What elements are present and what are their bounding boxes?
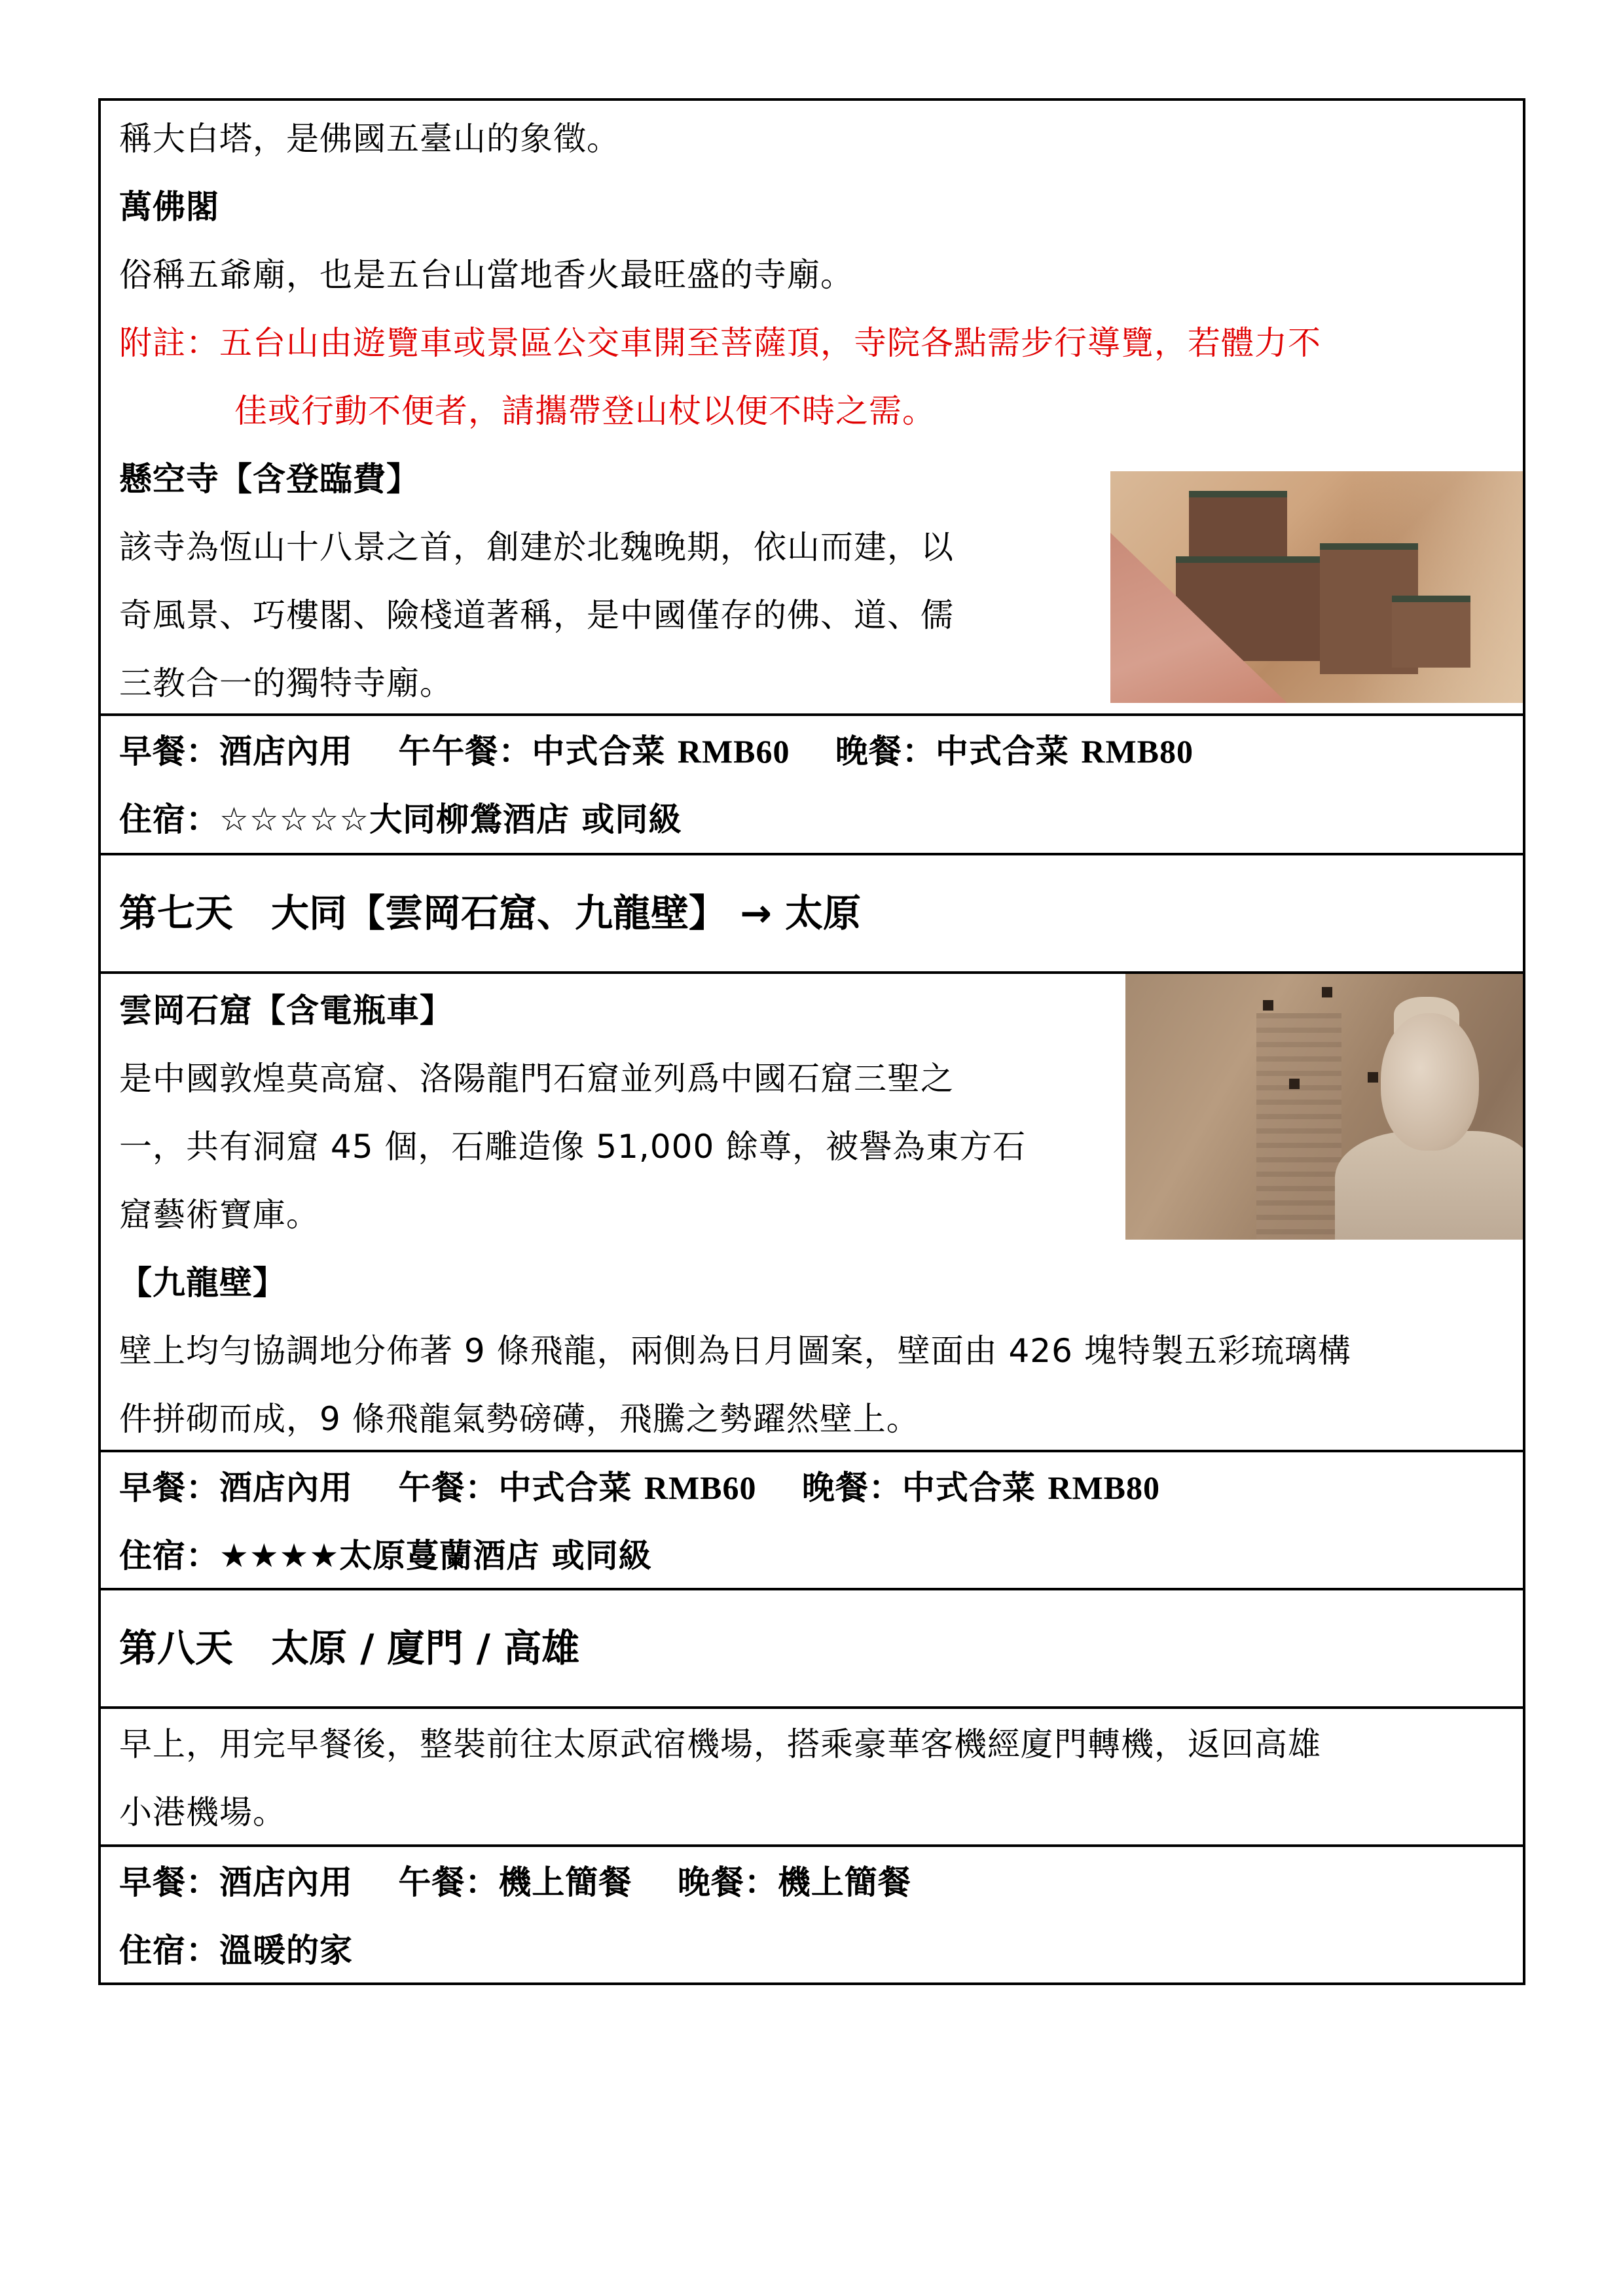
day7-meals-line [119, 1454, 1523, 1522]
day7-body-cell [101, 974, 1523, 1452]
hanging-temple-desc-3: 三教合一的獨特寺廟。 [119, 664, 453, 702]
rock-carving-texture [1256, 1013, 1341, 1240]
hanging-temple-desc-2: 奇風景、巧樓閣、險棧道著稱，是中國僅存的佛、道、儒 [119, 596, 954, 634]
rock-niche [1263, 1000, 1273, 1011]
white-pagoda-desc: 稱大白塔，是佛國五臺山的象徵。 [119, 120, 620, 158]
rock-niche [1368, 1072, 1378, 1083]
hotel-name: 大同柳鶯酒店 [369, 800, 570, 838]
lunch-value: 中式合菜 [532, 732, 666, 770]
day8-hotel-line [119, 1916, 1523, 1984]
lunch-label: 午午餐： [398, 732, 532, 770]
breakfast-value: 酒店內用 [219, 732, 353, 770]
dinner-value: 中式合菜 [902, 1469, 1036, 1507]
yungang-title: 雲岡石窟【含電瓶車】 [119, 992, 453, 1030]
rock-niche [1322, 987, 1332, 997]
day8-desc-2: 小港機場。 [119, 1793, 286, 1831]
yungang-desc-3: 窟藝術寶庫。 [119, 1196, 319, 1234]
temple-building-far [1392, 596, 1470, 668]
lunch-label: 午餐： [398, 1469, 499, 1507]
rock-niche [1289, 1079, 1300, 1089]
hotel-stars-outline-icon: ☆☆☆☆☆ [219, 800, 370, 838]
day6-continued-cell [101, 101, 1523, 716]
dinner-price: RMB80 [1048, 1469, 1160, 1506]
day8-meals-line [119, 1848, 1523, 1916]
yungang-buddha-photo [1125, 974, 1523, 1240]
breakfast-label: 早餐： [119, 1863, 219, 1901]
lunch-label: 午餐： [398, 1863, 499, 1901]
day8-desc-1: 早上，用完早餐後，整裝前往太原武宿機場，搭乘豪華客機經廈門轉機，返回高雄 [119, 1725, 1321, 1763]
hanging-temple-photo [1110, 471, 1523, 703]
dinner-price: RMB80 [1081, 733, 1194, 770]
wanfo-pavilion-title: 萬佛閣 [119, 188, 219, 226]
dinner-value: 機上簡餐 [777, 1863, 911, 1901]
hotel-stars-filled-icon: ★★★★ [219, 1537, 340, 1575]
dinner-label: 晚餐： [801, 1469, 902, 1507]
yungang-desc-1: 是中國敦煌莫高窟、洛陽龍門石窟並列爲中國石窟三聖之 [119, 1060, 954, 1098]
note-line-2: 佳或行動不便者，請攜帶登山杖以便不時之需。 [234, 392, 936, 430]
day8-title: 第八天 太原 / 廈門 / 高雄 [119, 1626, 580, 1670]
hotel-name: 溫暖的家 [219, 1931, 353, 1969]
hotel-suffix: 或同級 [551, 1537, 652, 1575]
breakfast-label: 早餐： [119, 732, 219, 770]
day8-meals-cell [101, 1847, 1523, 1982]
itinerary-table [98, 98, 1525, 1985]
hanging-temple-desc-1: 該寺為恆山十八景之首，創建於北魏晚期，依山而建，以 [119, 528, 954, 566]
breakfast-value: 酒店內用 [219, 1863, 353, 1901]
day6-hotel-line [119, 785, 1523, 853]
day7-header-cell [101, 855, 1523, 974]
note-line-1: 附註：五台山由遊覽車或景區公交車開至菩薩頂，寺院各點需步行導覽，若體力不 [119, 324, 1321, 362]
hotel-label: 住宿： [119, 1931, 219, 1969]
hotel-suffix: 或同級 [581, 800, 682, 838]
breakfast-label: 早餐： [119, 1469, 219, 1507]
lunch-price: RMB60 [644, 1469, 757, 1506]
dinner-value: 中式合菜 [935, 732, 1069, 770]
dinner-label: 晚餐： [835, 732, 936, 770]
yungang-desc-2: 一，共有洞窟 45 個，石雕造像 51,000 餘尊，被譽為東方石 [119, 1128, 1027, 1166]
day6-meals-line [119, 717, 1523, 785]
breakfast-value: 酒店內用 [219, 1469, 353, 1507]
nine-dragon-wall-desc-1: 壁上均勻協調地分佈著 9 條飛龍，兩側為日月圖案，壁面由 426 塊特製五彩琉璃構 [119, 1332, 1351, 1370]
day7-hotel-line [119, 1522, 1523, 1590]
hotel-name: 太原蔓蘭酒店 [339, 1537, 540, 1575]
lunch-value: 中式合菜 [498, 1469, 632, 1507]
dinner-label: 晚餐： [677, 1863, 778, 1901]
wanfo-pavilion-desc: 俗稱五爺廟，也是五台山當地香火最旺盛的寺廟。 [119, 256, 854, 294]
day8-body-cell [101, 1709, 1523, 1847]
hotel-label: 住宿： [119, 800, 219, 838]
day8-header-cell [101, 1590, 1523, 1709]
nine-dragon-wall-desc-2: 件拼砌而成，9 條飛龍氣勢磅礡，飛騰之勢躍然壁上。 [119, 1400, 920, 1438]
lunch-price: RMB60 [677, 733, 790, 770]
hotel-label: 住宿： [119, 1537, 219, 1575]
day7-title: 第七天 大同【雲岡石窟、九龍壁】 → 太原 [119, 891, 861, 935]
lunch-value: 機上簡餐 [498, 1863, 632, 1901]
hanging-temple-title: 懸空寺【含登臨費】 [119, 460, 420, 498]
nine-dragon-wall-title: 【九龍壁】 [119, 1264, 286, 1302]
buddha-head [1381, 1013, 1479, 1151]
day7-meals-cell [101, 1452, 1523, 1590]
day6-meals-cell [101, 716, 1523, 855]
